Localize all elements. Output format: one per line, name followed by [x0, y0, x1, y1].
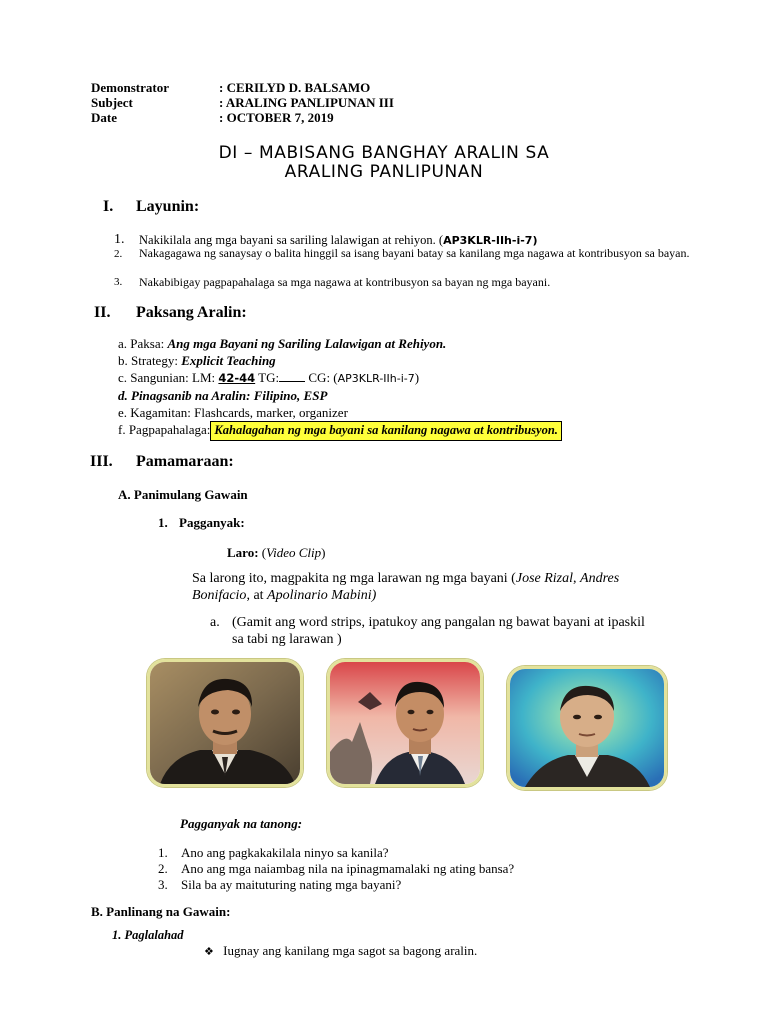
desc-sep: ,: [573, 571, 581, 586]
laro-line: [227, 545, 326, 561]
document-header: [91, 80, 511, 128]
portrait-illustration: [510, 669, 664, 787]
portrait-illustration: [150, 662, 300, 784]
cg-label: CG: (: [305, 370, 338, 385]
list-number: 2.: [158, 861, 168, 876]
question-text: Ano ang pagkakakilala ninyo sa kanila?: [181, 845, 389, 860]
questions-list: [158, 845, 658, 895]
pinagsanib-line: d. Pinagsanib na Aralin: Filipino, ESP: [118, 388, 328, 403]
objective-text: Nakabibigay pagpapahalaga sa mga nagawa at kontribusyon sa bayan ng mga bayani.: [139, 275, 551, 289]
panimulang-gawain-heading: A. Panimulang Gawain: [118, 487, 248, 502]
diamond-bullet-icon: ❖: [204, 945, 214, 958]
header-row-subject: [91, 95, 511, 110]
tg-blank: [279, 371, 305, 382]
pagpapahalaga-label: f. Pagpapahalaga:: [118, 422, 211, 437]
header-key: Demonstrator: [91, 80, 169, 95]
section-title: Pamamaraan:: [136, 453, 234, 470]
objectives-list: [114, 233, 714, 293]
bullet-text: Iugnay ang kanilang mga sagot sa bagong aralin.: [223, 943, 478, 958]
pagganyak-number: 1.: [158, 515, 168, 530]
list-number: 1.: [114, 232, 125, 247]
document-title-line2: ARALING PANLIPUNAN: [284, 162, 484, 182]
list-item: [158, 877, 658, 893]
strategy-value: Explicit Teaching: [181, 353, 276, 368]
laro-description: [192, 570, 667, 604]
list-number: 3.: [114, 276, 123, 288]
panlinang-gawain-heading: B. Panlinang na Gawain:: [91, 904, 231, 919]
laro-label: Laro:: [227, 545, 259, 560]
cg-close: ): [414, 370, 420, 385]
question-text: Ano ang mga naiambag nila na ipinagmamalaki ng ating bansa?: [181, 861, 515, 876]
paksa-label: a. Paksa:: [118, 336, 168, 351]
portrait-illustration: [330, 662, 480, 784]
objective-text: Nakikilala ang mga bayani sa sariling lalawigan at rehiyon. (: [139, 233, 444, 247]
header-row-date: [91, 110, 511, 125]
objective-code: AP3KLR-IIh-i-7): [443, 234, 538, 247]
pagpapahalaga-line: [118, 421, 562, 441]
header-value: : OCTOBER 7, 2019: [219, 110, 334, 125]
list-item: [158, 845, 658, 861]
hero-name: Andres Bonifacio: [192, 571, 620, 603]
list-number: 3.: [158, 877, 168, 892]
list-number: 2.: [114, 248, 123, 260]
section-pamamaraan-heading: [90, 453, 390, 471]
sangunian-line: [118, 370, 419, 386]
kagamitan-line: e. Kagamitan: Flashcards, marker, organizer: [118, 405, 348, 420]
word-strips-text: (Gamit ang word strips, ipatukoy ang pangalan ng bawat bayani at ipaskil: [232, 615, 645, 630]
header-key: Subject: [91, 95, 133, 110]
section-number: II.: [94, 304, 111, 321]
header-key: Date: [91, 110, 117, 125]
portrait-andres-bonifacio: [327, 659, 483, 787]
paksa-line: [118, 336, 446, 351]
laro-close: ): [321, 545, 326, 560]
laro-value: Video Clip: [266, 545, 322, 560]
pagganyak-title: Pagganyak:: [179, 515, 245, 530]
section-paksang-heading: [94, 304, 394, 322]
list-letter: a.: [210, 615, 220, 630]
pagganyak-heading: [158, 515, 245, 531]
laro-open: (: [258, 545, 267, 560]
paglalahad-heading: 1. Paglalahad: [112, 928, 184, 942]
list-number: 1.: [158, 845, 168, 860]
pagganyak-tanong-heading: Pagganyak na tanong:: [180, 816, 303, 831]
desc-text: Sa larong ito, magpakita ng mga larawan ng mga bayani (: [192, 571, 516, 586]
list-item: [114, 247, 714, 275]
tg-label: TG:: [255, 370, 280, 385]
hero-name: Apolinario Mabini): [267, 588, 377, 603]
header-value: : ARALING PANLIPUNAN III: [219, 95, 394, 110]
list-item: [114, 275, 714, 289]
cg-code: AP3KLR-IIh-i-7: [337, 372, 415, 385]
header-row-demonstrator: [91, 80, 511, 95]
paglalahad-bullet: [204, 943, 477, 960]
section-number: I.: [103, 198, 114, 215]
document-title-line1: DI – MABISANG BANGHAY ARALIN SA: [218, 143, 550, 163]
paksa-value: Ang mga Bayani ng Sariling Lalawigan at Rehiyon.: [167, 336, 447, 351]
section-layunin-heading: [103, 198, 403, 216]
sangunian-label: c. Sangunian: LM:: [118, 370, 219, 385]
objective-text: Nakagagawa ng sanaysay o balita hinggil sa isang bayani batay sa kanilang mga nagawa at kontribusyon sa bayan.: [139, 246, 690, 260]
list-item: [114, 233, 714, 247]
section-title: Paksang Aralin:: [136, 304, 247, 321]
header-value: : CERILYD D. BALSAMO: [219, 80, 371, 95]
portrait-jose-rizal: [147, 659, 303, 787]
lm-value: 42-44: [218, 371, 256, 385]
strategy-label: b. Strategy:: [118, 353, 182, 368]
hero-name: Jose Rizal: [515, 571, 574, 586]
strategy-line: [118, 353, 276, 368]
section-title: Layunin:: [136, 198, 200, 215]
pagpapahalaga-highlight: Kahalagahan ng mga bayani sa kanilang nagawa at kontribusyon.: [210, 421, 562, 441]
desc-sep: , at: [246, 588, 268, 603]
word-strips-item: [210, 614, 690, 648]
section-number: III.: [90, 453, 113, 470]
word-strips-text: sa tabi ng larawan ): [232, 632, 342, 647]
portrait-apolinario-mabini: [507, 666, 667, 790]
question-text: Sila ba ay maituturing nating mga bayani?: [181, 877, 402, 892]
list-item: [158, 861, 658, 877]
